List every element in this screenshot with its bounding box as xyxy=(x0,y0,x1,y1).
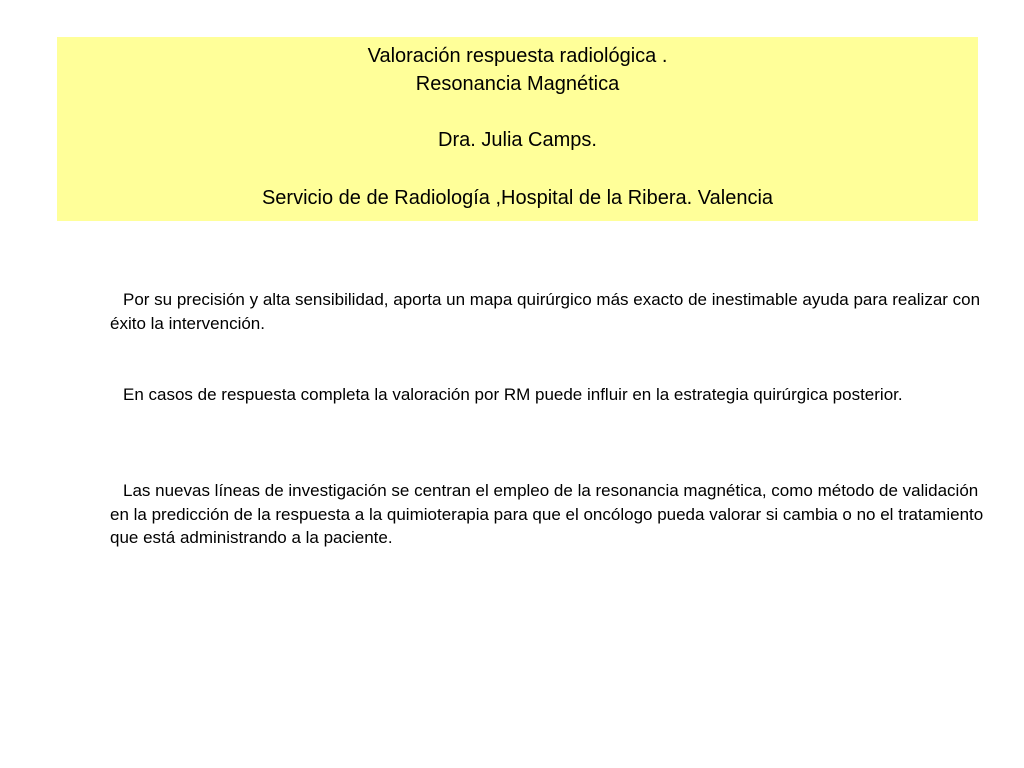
paragraph-text: Por su precisión y alta sensibilidad, aporta un mapa quirúrgico más exacto de inestimable ayuda para realizar con éxito la intervención. xyxy=(110,290,981,333)
author-name: Dra. Julia Camps. xyxy=(438,129,597,151)
paragraph-precision xyxy=(110,288,990,335)
slide-title: Valoración respuesta radiológica . xyxy=(367,45,668,67)
slide-subtitle: Resonancia Magnética xyxy=(415,73,620,95)
paragraph-text: Las nuevas líneas de investigación se centran el empleo de la resonancia magnética, como método de validación en la predicción de la respuesta a la quimioterapia para que el oncólogo pueda valorar si cambia o no el tratamiento que está administrando a la paciente. xyxy=(110,481,984,547)
paragraph-research-lines xyxy=(110,479,990,550)
paragraph-complete-response xyxy=(110,383,990,407)
affiliation: Servicio de de Radiología ,Hospital de la Ribera. Valencia xyxy=(261,187,774,209)
paragraph-text: En casos de respuesta completa la valoración por RM puede influir en la estrategia quirúrgica posterior. xyxy=(123,385,903,404)
title-box xyxy=(57,37,978,221)
